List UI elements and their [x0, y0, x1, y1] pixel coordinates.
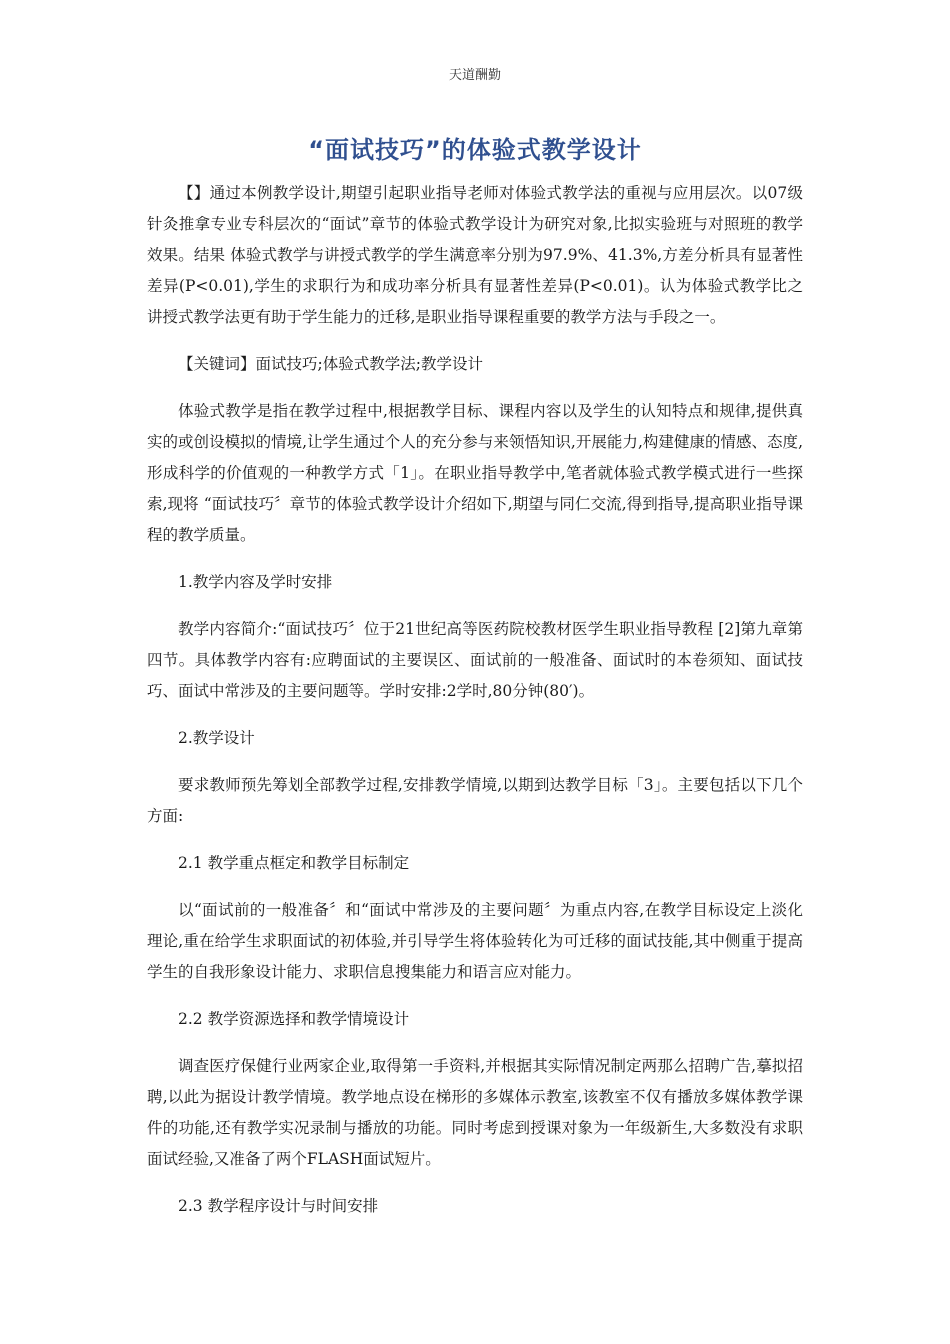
- page-title: “面试技巧”的体验式教学设计: [308, 136, 642, 164]
- section-2-heading: 2.教学设计: [178, 729, 255, 747]
- section-1-heading: 1.教学内容及学时安排: [178, 573, 333, 591]
- section-2-3-heading: 2.3 教学程序设计与时间安排: [178, 1197, 379, 1215]
- intro-paragraph: 体验式教学是指在教学过程中,根据教学目标、课程内容以及学生的认知特点和规律,提供真实的或创设模拟的情境,让学生通过个人的充分参与来领悟知识,开展能力,构建健康的情感、态度,形成科学的价值观的一种教学方式「1」。在职业指导教学中,笔者就体验式教学模式进行一些探索,现将 “面试技巧〞章节的体验式教学设计介绍如下,期望与同仁交流,得到指导,提高职业指导课程的教学质量。: [147, 402, 803, 544]
- section-1-paragraph: 教学内容简介:“面试技巧〞位于21世纪高等医药院校教材医学生职业指导教程 [2]第九章第四节。具体教学内容有:应聘面试的主要误区、面试前的一般准备、面试时的本卷须知、面试技巧、面试中常涉及的主要问题等。学时安排:2学时,80分钟(80′)。: [147, 620, 803, 700]
- section-2-2-heading: 2.2 教学资源选择和教学情境设计: [178, 1010, 410, 1028]
- abstract-paragraph: 【】通过本例教学设计,期望引起职业指导老师对体验式教学法的重视与应用层次。以07级针灸推拿专业专科层次的“面试”章节的体验式教学设计为研究对象,比拟实验班与对照班的教学效果。结果 体验式教学与讲授式教学的学生满意率分别为97.9%、41.3%,方差分析具有显著性差异(P<0.01),学生的求职行为和成功率分析具有显著性差异(P<0.01)。认为体验式教学比之讲授式教学法更有助于学生能力的迁移,是职业指导课程重要的教学方法与手段之一。: [147, 184, 803, 326]
- section-2-1-heading: 2.1 教学重点框定和教学目标制定: [178, 854, 410, 872]
- section-2-1-paragraph: 以“面试前的一般准备〞和“面试中常涉及的主要问题〞为重点内容,在教学目标设定上淡化理论,重在给学生求职面试的初体验,并引导学生将体验转化为可迁移的面试技能,其中侧重于提高学生的自我形象设计能力、求职信息搜集能力和语言应对能力。: [147, 901, 803, 981]
- header-mark: 天道酬勤: [448, 68, 501, 83]
- section-2-paragraph: 要求教师预先筹划全部教学过程,安排教学情境,以期到达教学目标「3」。主要包括以下几个方面:: [147, 776, 803, 825]
- section-2-2-paragraph: 调查医疗保健行业两家企业,取得第一手资料,并根据其实际情况制定两那么招聘广告,摹拟招聘,以此为据设计教学情境。教学地点设在梯形的多媒体示教室,该教室不仅有播放多媒体教学课件的功能,还有教学实况录制与播放的功能。同时考虑到授课对象为一年级新生,大多数没有求职面试经验,又准备了两个FLASH面试短片。: [147, 1057, 803, 1168]
- document-body: [147, 178, 803, 1238]
- keywords-paragraph: 【关键词】面试技巧;体验式教学法;教学设计: [178, 355, 483, 373]
